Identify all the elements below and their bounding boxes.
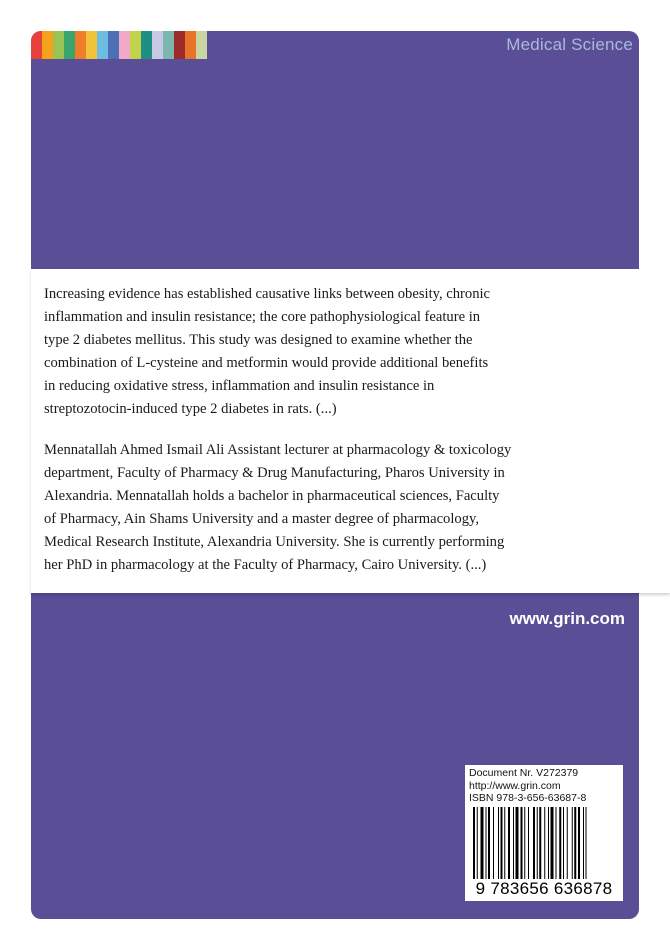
barcode-bar (544, 807, 545, 887)
barcode-bar (486, 807, 487, 887)
document-info (469, 767, 586, 805)
color-stripe (130, 31, 141, 59)
barcode-bar (481, 807, 484, 887)
barcode-bar (473, 807, 475, 887)
barcode-bar (563, 807, 564, 887)
barcode-bar (548, 807, 549, 887)
barcode-bar (533, 807, 535, 887)
barcode-bar (488, 807, 490, 887)
barcode-bar (501, 807, 503, 887)
color-stripe (75, 31, 86, 59)
color-stripe (163, 31, 174, 59)
barcode-panel (465, 765, 623, 901)
color-stripe (152, 31, 163, 59)
document-website[interactable]: http://www.grin.com (469, 779, 561, 792)
color-stripe (31, 31, 42, 59)
barcode-bar (521, 807, 523, 887)
color-stripe (53, 31, 64, 59)
color-stripe (174, 31, 185, 59)
color-stripe (185, 31, 196, 59)
barcode-bar (572, 807, 573, 887)
color-stripe (42, 31, 53, 59)
barcode-bar (574, 807, 576, 887)
color-stripe (108, 31, 119, 59)
barcode-bar (498, 807, 499, 887)
barcode-bar (559, 807, 561, 887)
abstract-text: Increasing evidence has established causative links between obesity, chronic inflammation and insulin resistance; the core pathophysiological feature in type 2 diabetes mellitus. This study was designed to examine whether the combination of L-cysteine and metformin would provide additional benefits in reducing oxidative stress, inflammation and insulin resistance in streptozotocin-induced type 2 diabetes in rats. (...) (44, 286, 491, 417)
barcode-bar (567, 807, 568, 887)
barcode-bar (586, 807, 587, 887)
barcode-bar (516, 807, 519, 887)
barcode-bar (528, 807, 529, 887)
barcode-bar (508, 807, 510, 887)
series-category: Medical Science (506, 35, 633, 54)
barcode-digits: 9 783656 636878 (465, 879, 623, 899)
barcode-bar (539, 807, 541, 887)
barcode-bar (493, 807, 494, 887)
color-stripe (97, 31, 108, 59)
barcode-bar (513, 807, 514, 887)
description-panel (31, 269, 670, 593)
document-number: Document Nr. V272379 (469, 767, 579, 779)
author-bio: Mennatallah Ahmed Ismail Ali Assistant lecturer at pharmacology & toxicology department, Faculty of Pharmacy & Drug Manufacturing, Pharos University in Alexandria. Mennatallah holds a bachelor in pharmaceutical sciences, Faculty of Pharmacy, Ain Shams University and a master degree of pharmacology, Medical Research Institute, Alexandria University. She is currently performing her PhD in pharmacology at the Faculty of Pharmacy, Cairo University. (...) (44, 442, 512, 573)
color-stripe (141, 31, 152, 59)
color-stripe (196, 31, 207, 59)
publisher-url[interactable]: www.grin.com (509, 609, 625, 628)
isbn-text: ISBN 978-3-656-63687-8 (469, 792, 587, 804)
barcode-graphic (473, 807, 615, 887)
color-stripe (64, 31, 75, 59)
barcode-bar (556, 807, 557, 887)
color-stripe (119, 31, 130, 59)
barcode-bar (583, 807, 584, 887)
barcode-bar (537, 807, 538, 887)
color-stripe (86, 31, 97, 59)
barcode-bar (504, 807, 505, 887)
barcode-bar (578, 807, 580, 887)
barcode-bar (551, 807, 554, 887)
barcode-bar (477, 807, 478, 887)
color-stripe-bar (31, 31, 207, 59)
barcode-bar (524, 807, 525, 887)
